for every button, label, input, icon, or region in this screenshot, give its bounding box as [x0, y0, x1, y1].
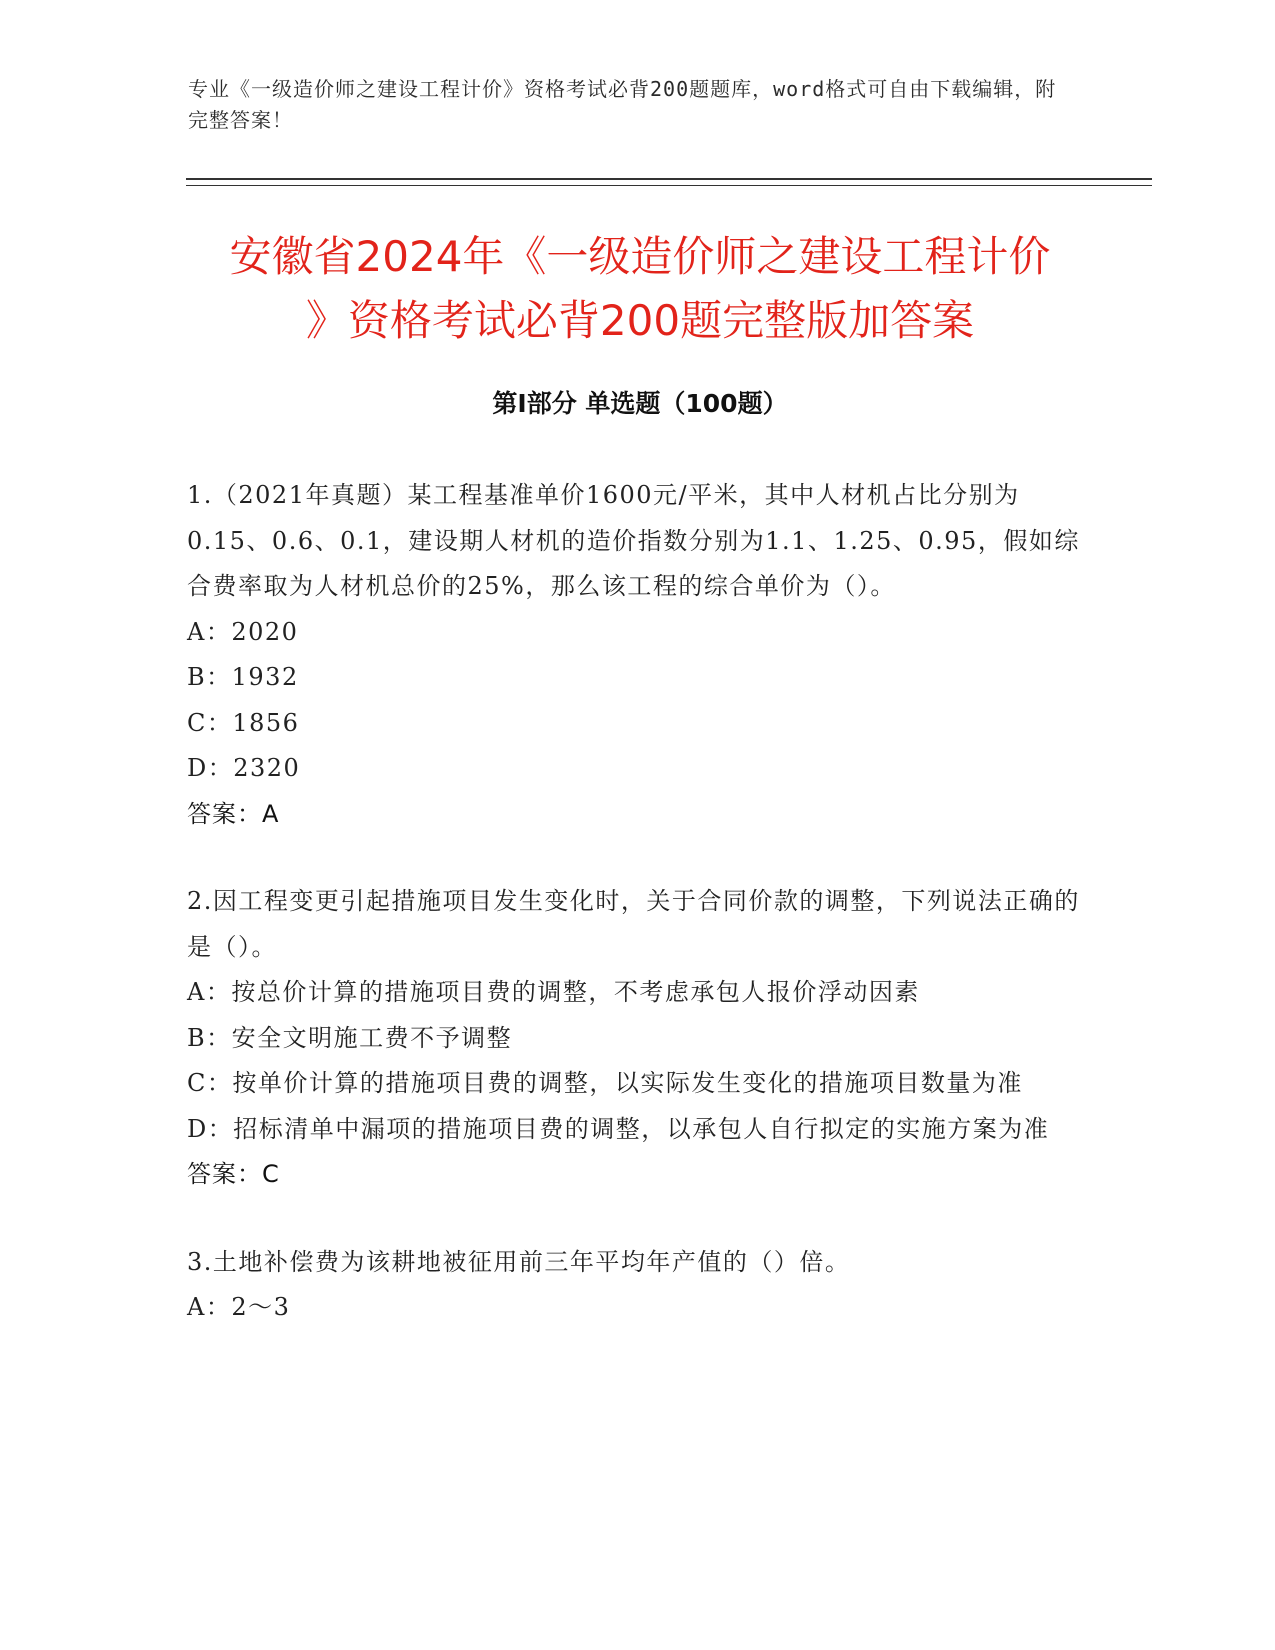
question-text: 2.因工程变更引起措施项目发生变化时，关于合同价款的调整，下列说法正确的是（）。	[187, 887, 1080, 961]
question-2	[187, 879, 1087, 1198]
document-title	[180, 225, 1100, 353]
option-c: C：按单价计算的措施项目费的调整，以实际发生变化的措施项目数量为准	[187, 1069, 1023, 1097]
option-b: B：1932	[187, 663, 299, 691]
title-line-2: 》资格考试必背200题完整版加答案	[305, 296, 975, 345]
header-divider-thick	[186, 178, 1152, 180]
question-list	[187, 473, 1087, 1373]
header-note: 专业《一级造价师之建设工程计价》资格考试必背200题题库，word格式可自由下载编辑，附完整答案！	[188, 77, 1057, 132]
question-3	[187, 1240, 1087, 1331]
option-d: D：2320	[187, 754, 301, 782]
question-1	[187, 473, 1087, 837]
section-title: 第Ⅰ部分 单选题（100题）	[492, 389, 788, 418]
option-a: A：按总价计算的措施项目费的调整，不考虑承包人报价浮动因素	[187, 978, 920, 1006]
option-a: A：2～3	[187, 1293, 291, 1321]
header-divider-thin	[186, 185, 1152, 186]
option-d: D：招标清单中漏项的措施项目费的调整，以承包人自行拟定的实施方案为准	[187, 1114, 1050, 1143]
option-a: A：2020	[187, 617, 299, 646]
question-text: 3.土地补偿费为该耕地被征用前三年平均年产值的（）倍。	[187, 1247, 851, 1276]
title-line-1: 安徽省2024年《一级造价师之建设工程计价	[229, 232, 1051, 281]
answer: 答案：A	[187, 799, 280, 828]
question-text: 1.（2021年真题）某工程基准单价1600元/平米，其中人材机占比分别为0.15、0.6、0.1，建设期人材机的造价指数分别为1.1、1.25、0.95，假如综合费率取为人材机总价的25%，那么该工程的综合单价为（）。	[187, 481, 1080, 600]
option-c: C：1856	[187, 708, 300, 737]
option-b: B：安全文明施工费不予调整	[187, 1023, 513, 1052]
answer: 答案：C	[187, 1160, 280, 1188]
